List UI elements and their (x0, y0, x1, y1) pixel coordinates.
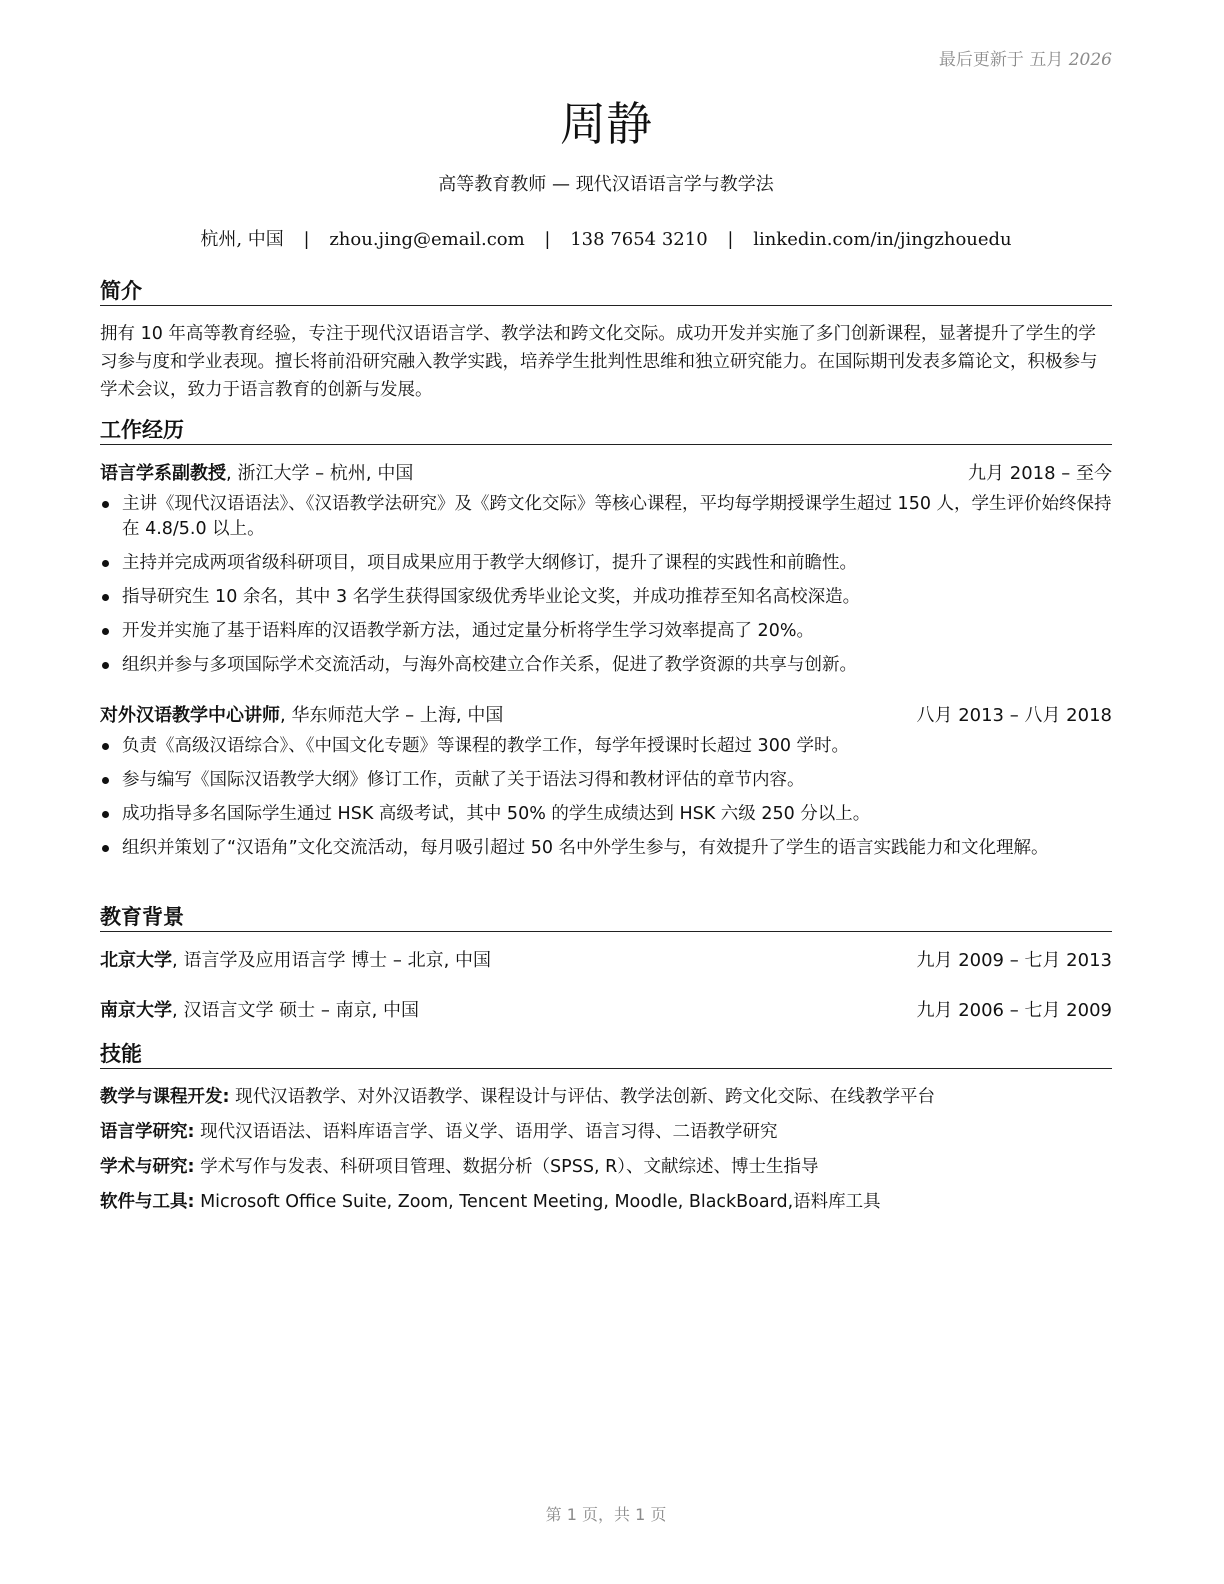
bullet-icon (102, 628, 109, 635)
last-updated-prefix: 最后更新于 五月 (938, 50, 1064, 70)
contact-location: 杭州, 中国 (200, 229, 284, 250)
list-item (100, 492, 1112, 542)
contact-separator: | (544, 229, 551, 250)
job-title: 对外汉语教学中心讲师 (100, 705, 280, 726)
list-item (100, 802, 1112, 827)
bullet-text: 负责《高级汉语综合》、《中国文化专题》等课程的教学工作，每学年授课时长超过 300 学时。 (122, 736, 850, 756)
job-title: 语言学系副教授 (100, 463, 226, 484)
degree-detail: , 语言学及应用语言学 博士 – 北京, 中国 (172, 950, 492, 971)
summary-text: 拥有 10 年高等教育经验，专注于现代汉语语言学、教学法和跨文化交际。成功开发并实施了多门创新课程，显著提升了学生的学习参与度和学业表现。擅长将前沿研究融入教学实践，培养学生批判性思维和独立研究能力。在国际期刊发表多篇论文，积极参与学术会议，致力于语言教育的创新与发展。 (100, 324, 1098, 400)
job-header (100, 461, 1112, 487)
skill-row (100, 1154, 1112, 1180)
skill-label: 教学与课程开发: (100, 1087, 230, 1107)
list-item (100, 551, 1112, 576)
job-org: , 华东师范大学 – 上海, 中国 (280, 705, 504, 726)
list-item (100, 619, 1112, 644)
school-name: 南京大学 (100, 1000, 172, 1021)
list-item (100, 653, 1112, 678)
bullet-text: 组织并参与多项国际学术交流活动，与海外高校建立合作关系，促进了教学资源的共享与创新。 (122, 655, 857, 675)
bullet-icon (102, 594, 109, 601)
education-date: 九月 2009 – 七月 2013 (916, 950, 1112, 971)
skill-row (100, 1189, 1112, 1215)
skill-row (100, 1084, 1112, 1110)
contact-line (100, 225, 1112, 251)
job-date: 九月 2018 – 至今 (968, 463, 1112, 484)
bullet-text: 参与编写《国际汉语教学大纲》修订工作，贡献了关于语法习得和教材评估的章节内容。 (122, 770, 805, 790)
education-date: 九月 2006 – 七月 2009 (916, 1000, 1112, 1021)
contact-phone[interactable]: 138 7654 3210 (570, 229, 708, 250)
list-item (100, 734, 1112, 759)
bullet-icon (102, 501, 109, 508)
job-org: , 浙江大学 – 杭州, 中国 (226, 463, 414, 484)
bullet-icon (102, 560, 109, 567)
school-name: 北京大学 (100, 950, 172, 971)
skill-label: 语言学研究: (100, 1122, 195, 1142)
job-bullets (100, 734, 1112, 870)
skill-value: 现代汉语语法、语料库语言学、语义学、语用学、语言习得、二语教学研究 (194, 1122, 778, 1142)
contact-separator: | (727, 229, 734, 250)
list-item (100, 836, 1112, 861)
last-updated-year: 2026 (1068, 50, 1112, 70)
skill-row (100, 1119, 1112, 1145)
section-title-skills: 技能 (100, 1041, 1112, 1069)
list-item (100, 585, 1112, 610)
section-title-experience: 工作经历 (100, 417, 1112, 445)
degree-detail: , 汉语言文学 硕士 – 南京, 中国 (172, 1000, 420, 1021)
skill-value: Microsoft Office Suite, Zoom, Tencent Meeting, Moodle, BlackBoard,语料库工具 (194, 1192, 881, 1212)
bullet-text: 成功指导多名国际学生通过 HSK 高级考试，其中 50% 的学生成绩达到 HSK 六级 250 分以上。 (122, 804, 871, 824)
skill-value: 学术写作与发表、科研项目管理、数据分析（SPSS, R）、文献综述、博士生指导 (194, 1157, 819, 1177)
bullet-icon (102, 845, 109, 852)
person-name: 周静 (560, 97, 652, 151)
skill-value: 现代汉语教学、对外汉语教学、课程设计与评估、教学法创新、跨文化交际、在线教学平台 (229, 1087, 936, 1107)
bullet-icon (102, 811, 109, 818)
contact-email[interactable]: zhou.jing@email.com (329, 229, 525, 250)
bullet-text: 组织并策划了“汉语角”文化交流活动，每月吸引超过 50 名中外学生参与，有效提升了学生的语言实践能力和文化理解。 (122, 838, 1049, 858)
bullet-text: 主讲《现代汉语语法》、《汉语教学法研究》及《跨文化交际》等核心课程，平均每学期授课学生超过 150 人，学生评价始终保持在 4.8/5.0 以上。 (122, 494, 1112, 539)
resume-page (100, 0, 1112, 1584)
headline: 高等教育教师 — 现代汉语语言学与教学法 (438, 174, 774, 195)
page-number: 第 1 页，共 1 页 (545, 1505, 667, 1524)
bullet-icon (102, 743, 109, 750)
bullet-text: 主持并完成两项省级科研项目，项目成果应用于教学大纲修订，提升了课程的实践性和前瞻性。 (122, 553, 857, 573)
contact-linkedin[interactable]: linkedin.com/in/jingzhouedu (753, 229, 1012, 250)
education-entry (100, 998, 1112, 1024)
bullet-text: 开发并实施了基于语料库的汉语教学新方法，通过定量分析将学生学习效率提高了 20%。 (122, 621, 814, 641)
skill-label: 软件与工具: (100, 1192, 195, 1212)
section-title-summary: 简介 (100, 278, 1112, 306)
job-header (100, 703, 1112, 729)
contact-separator: | (303, 229, 310, 250)
education-entry (100, 948, 1112, 974)
list-item (100, 768, 1112, 793)
bullet-text: 指导研究生 10 余名，其中 3 名学生获得国家级优秀毕业论文奖，并成功推荐至知名高校深造。 (122, 587, 861, 607)
bullet-icon (102, 662, 109, 669)
section-title-education: 教育背景 (100, 904, 1112, 932)
bullet-icon (102, 777, 109, 784)
skill-label: 学术与研究: (100, 1157, 195, 1177)
last-updated (939, 45, 1112, 70)
job-bullets (100, 492, 1112, 687)
job-date: 八月 2013 – 八月 2018 (916, 705, 1112, 726)
